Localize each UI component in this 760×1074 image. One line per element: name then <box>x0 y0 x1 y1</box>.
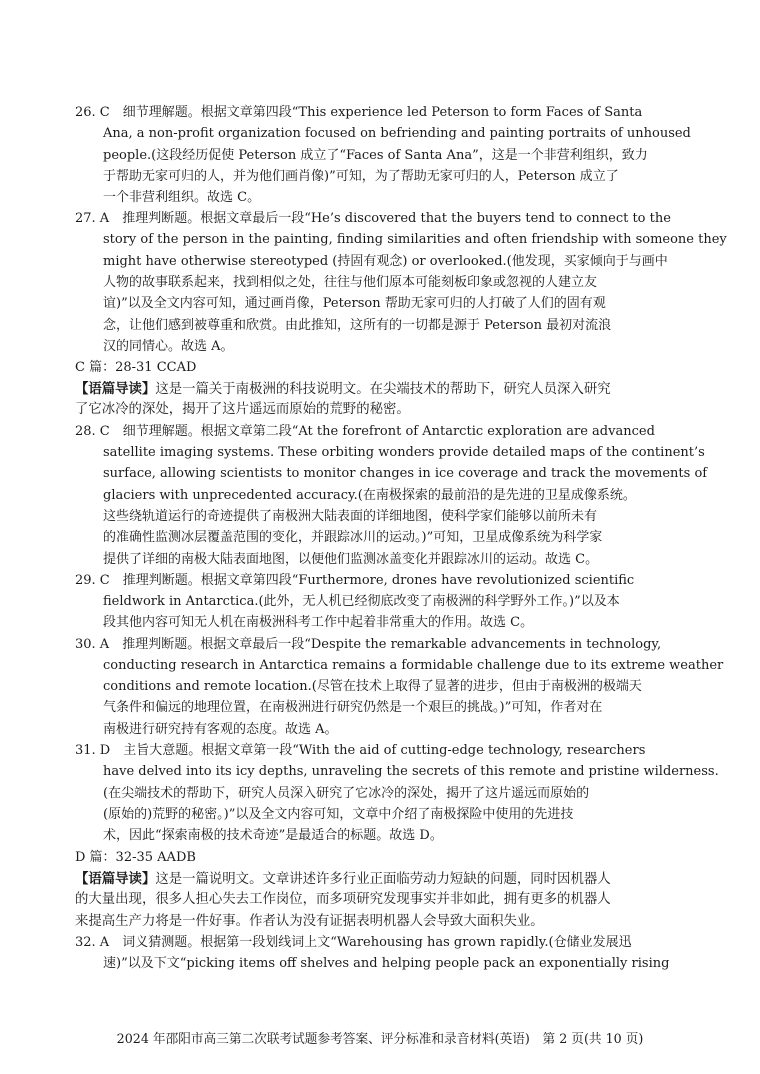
line-text: 29. C 推理判断题。根据文章第四段“Furthermore, drones have revolutionized scientific <box>75 573 635 588</box>
line-text: fieldwork in Antarctica.(此外，无人机已经彻底改变了南极洲的科学野外工作。)”以及本 <box>103 594 620 609</box>
line-text: D 篇：32-35 AADB <box>75 850 196 865</box>
line-text: 了它冰冷的深处，揭开了这片遥远而原始的荒野的秘密。 <box>75 402 410 417</box>
text-line <box>103 273 597 293</box>
text-line <box>103 954 669 974</box>
line-text: 28. C 细节理解题。根据文章第二段“At the forefront of Antarctic exploration are advanced <box>75 424 655 439</box>
line-text: 27. A 推理判断题。根据文章最后一段“He’s discovered that the buyers tend to connect to the <box>75 211 671 226</box>
text-line <box>75 741 645 761</box>
text-line <box>103 316 611 336</box>
line-text: 的准确性监测冰层覆盖范围的变化，并跟踪冰川的运动。)”可知，卫星成像系统为科学家 <box>103 530 603 545</box>
text-line <box>75 635 661 655</box>
line-text: 来提高生产力将是一件好事。作者认为没有证据表明机器人会导致大面积失业。 <box>75 914 544 929</box>
text-line <box>75 571 634 591</box>
line-text: 南极进行研究持有客观的态度。故选 A。 <box>103 722 338 737</box>
line-text: satellite imaging systems. These orbiting wonders provide detailed maps of the continent’s <box>103 445 705 460</box>
text-line <box>103 550 598 570</box>
text-line <box>103 486 636 506</box>
line-text: 于帮助无家可归的人，并为他们画肖像)”可知，为了帮助无家可归的人，Peterson 成立了 <box>103 169 619 184</box>
line-text: 26. C 细节理解题。根据文章第四段“This experience led Peterson to form Faces of Santa <box>75 105 643 120</box>
text-line <box>75 933 632 953</box>
text-line <box>103 507 597 527</box>
line-text: Ana, a non-profit organization focused on befriending and painting portraits of unhoused <box>103 126 691 141</box>
line-text: have delved into its icy depths, unraveling the secrets of this remote and pristine wilderness. <box>103 764 719 779</box>
line-text: C 篇：28-31 CCAD <box>75 360 197 375</box>
text-line <box>75 912 544 932</box>
text-line <box>103 146 648 166</box>
line-text: 气条件和偏远的地理位置，在南极洲进行研究仍然是一个艰巨的挑战。)”可知，作者对在 <box>103 700 603 715</box>
line-text: 的大量出现，很多人担心失去工作岗位，而多项研究发现事实并非如此，拥有更多的机器人 <box>75 892 611 907</box>
line-text: 这是一篇说明文。文章讲述许多行业正面临劳动力短缺的问题，同时因机器人 <box>155 872 611 887</box>
line-text: 一个非营利组织。故选 C。 <box>103 190 261 205</box>
text-line <box>103 443 705 463</box>
text-line <box>75 890 611 910</box>
text-line <box>103 698 602 718</box>
section-guide-tag: 【语篇导读】 <box>75 871 156 887</box>
line-text: 人物的故事联系起来，找到相似之处，往往与他们原本可能刻板印象或忽视的人建立友 <box>103 275 598 290</box>
text-line <box>103 592 620 612</box>
line-text: 这些绕轨道运行的奇迹提供了南极洲大陆表面的详细地图，使科学家们能够以前所未有 <box>103 509 598 524</box>
text-line <box>103 337 234 357</box>
text-line <box>103 188 260 208</box>
text-line <box>75 358 196 378</box>
line-text: 32. A 词义猜测题。根据第一段划线词上文“Warehousing has grown rapidly.(仓储业发展迅 <box>75 935 632 950</box>
text-line <box>103 762 719 782</box>
text-line <box>103 167 619 187</box>
text-line <box>75 848 196 868</box>
line-text: story of the person in the painting, finding similarities and often friendship with someone they <box>103 232 727 247</box>
page-footer: 2024 年邵阳市高三第二次联考试题参考答案、评分标准和录音材料(英语) 第 2 页(共 10 页) <box>116 1032 644 1047</box>
text-line <box>103 294 606 314</box>
line-text: 段其他内容可知无人机在南极洲科考工作中起着非常重大的作用。故选 C。 <box>103 615 534 630</box>
line-text: conducting research in Antarctica remains a formidable challenge due to its extreme weather <box>103 658 724 673</box>
text-line <box>103 464 707 484</box>
text-line <box>103 252 668 272</box>
text-line <box>103 528 602 548</box>
text-line <box>75 422 655 442</box>
text-line <box>103 677 642 697</box>
line-text: people.(这段经历促使 Peterson 成立了“Faces of Santa Ana”，这是一个非营利组织，致力 <box>103 148 648 163</box>
text-line <box>75 869 611 890</box>
text-line <box>103 784 589 804</box>
line-text: 这是一篇关于南极洲的科技说明文。在尖端技术的帮助下，研究人员深入研究 <box>155 382 611 397</box>
line-text: surface, allowing scientists to monitor changes in ice coverage and track the movements of <box>103 466 708 481</box>
line-text: (原始的)荒野的秘密。)”以及全文内容可知，文章中介绍了南极探险中使用的先进技 <box>103 807 574 822</box>
line-text: 术，因此“探索南极的技术奇迹”是最适合的标题。故选 D。 <box>103 828 443 843</box>
line-text: 汉的同情心。故选 A。 <box>103 339 234 354</box>
line-text: might have otherwise stereotyped (持固有观念) or overlooked.(他发现，买家倾向于与画中 <box>103 254 668 269</box>
text-line <box>103 613 533 633</box>
text-line <box>103 720 338 740</box>
section-guide-tag: 【语篇导读】 <box>75 381 156 397</box>
text-line <box>103 805 573 825</box>
line-text: glaciers with unprecedented accuracy.(在南极探索的最前沿的是先进的卫星成像系统。 <box>103 488 636 503</box>
line-text: 谊)”以及全文内容可知，通过画肖像，Peterson 帮助无家可归的人打破了人们的固有观 <box>103 296 606 311</box>
text-line <box>75 400 410 420</box>
text-line <box>75 103 642 123</box>
line-text: 速)”以及下文“picking items off shelves and helping people pack an exponentially rising <box>103 956 670 971</box>
line-text: conditions and remote location.(尽管在技术上取得了显著的进步，但由于南极洲的极端天 <box>103 679 642 694</box>
line-text: 31. D 主旨大意题。根据文章第一段“With the aid of cutting-edge technology, researchers <box>75 743 646 758</box>
text-line <box>103 656 723 676</box>
text-line <box>75 379 611 400</box>
line-text: 提供了详细的南极大陆表面地图，以便他们监测冰盖变化并跟踪冰川的运动。故选 C。 <box>103 552 599 567</box>
line-text: (在尖端技术的帮助下，研究人员深入研究了它冰冷的深处，揭开了这片遥远而原始的 <box>103 786 590 801</box>
line-text: 念，让他们感到被尊重和欣赏。由此推知，这所有的一切都是源于 Peterson 最初对流浪 <box>103 318 612 333</box>
text-line <box>75 209 671 229</box>
text-line <box>103 124 691 144</box>
text-line <box>103 230 727 250</box>
line-text: 30. A 推理判断题。根据文章最后一段“Despite the remarkable advancements in technology, <box>75 637 662 652</box>
text-line <box>103 826 443 846</box>
